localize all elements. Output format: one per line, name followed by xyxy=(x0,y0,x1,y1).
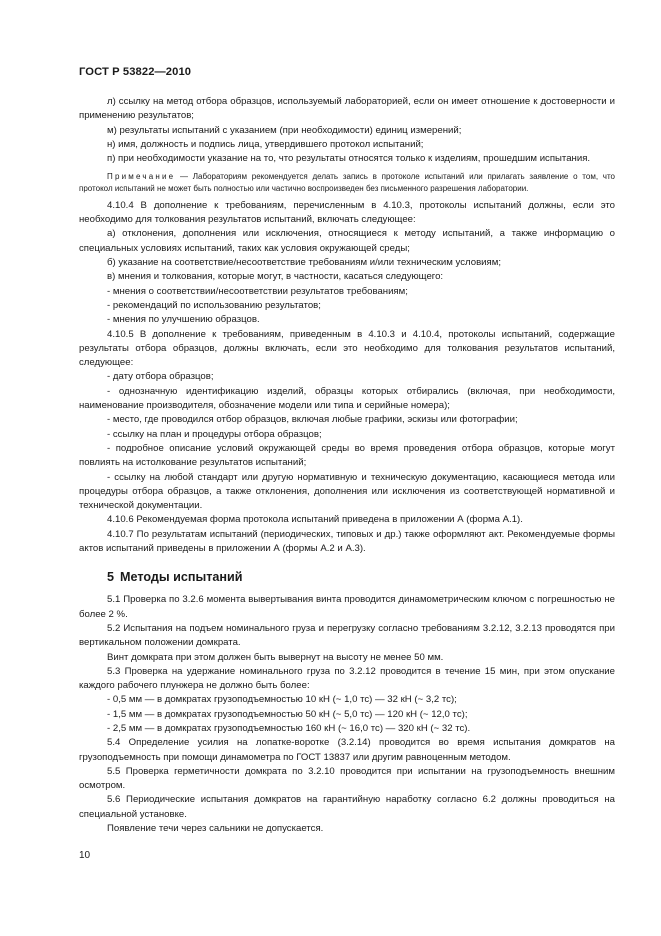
paragraph: 4.10.5 В дополнение к требованиям, приведенным в 4.10.3 и 4.10.4, протоколы испытаний, содержащие результаты отбора образцов, должны включать, если это необходимо для толкования результатов испытаний, следующее: xyxy=(79,328,615,369)
note-text: — Лабораториям рекомендуется делать запись в протоколе испытаний или прилагать заявление о том, что протокол испытаний не может быть полностью или частично воспроизведен без письменного разрешения лаборатории. xyxy=(79,172,615,193)
paragraph: п) при необходимости указание на то, что результаты относятся только к изделиям, прошедшим испытания. xyxy=(107,153,591,165)
section-number: 5 xyxy=(107,570,115,585)
paragraph: - подробное описание условий окружающей среды во время проведения отбора образцов, которые могут повлиять на истолкование результатов испытаний; xyxy=(79,442,615,469)
note-label: Примечание xyxy=(107,172,176,182)
paragraph: - место, где проводился отбор образцов, включая любые графики, эскизы или фотографии; xyxy=(107,414,518,426)
paragraph: - 2,5 мм — в домкратах грузоподъемностью 160 кН (~ 16,0 тс) — 320 кН (~ 32 тс). xyxy=(107,722,471,734)
paragraph: 4.10.6 Рекомендуемая форма протокола испытаний приведена в приложении А (форма А.1). xyxy=(107,514,523,526)
paragraph: 5.3 Проверка на удержание номинального груза по 3.2.12 проводится в течение 15 мин, при этом опускание каждого рабочего плунжера не должно быть более: xyxy=(79,665,615,692)
paragraph: 5.1 Проверка по 3.2.6 момента вывертывания винта проводится динамометрическим ключом с погрешностью не более 2 %. xyxy=(79,594,615,620)
paragraph: - однозначную идентификацию изделий, образцы которых отбирались (включая, при необходимости, наименование производителя, обозначение модели или типа и серийные номера); xyxy=(79,385,615,412)
section-heading xyxy=(107,570,615,584)
paragraph: - 1,5 мм — в домкратах грузоподъемностью 50 кН (~ 5,0 тс) — 120 кН (~ 12,0 тс); xyxy=(107,708,468,720)
paragraph: 4.10.7 По результатам испытаний (периодических, типовых и др.) также оформляют акт. Рекомендуемые формы актов испытаний приведены в приложении А (формы А.2 и А.3). xyxy=(79,528,615,555)
paragraph: - 0,5 мм — в домкратах грузоподъемностью 10 кН (~ 1,0 тс) — 32 кН (~ 3,2 тс); xyxy=(107,694,457,706)
paragraph: - рекомендаций по использованию результатов; xyxy=(107,299,321,311)
paragraph: 5.2 Испытания на подъем номинального груза и перегрузку согласно требованиям 3.2.12, 3.2.13 проводятся при вертикальном положении домкрата. xyxy=(79,622,615,649)
paragraph: - ссылку на любой стандарт или другую нормативную и техническую документацию, касающиеся метода или процедуры отбора образцов, а также отклонения, дополнения или исключения из соответствующей нормативной и технической документации. xyxy=(79,471,615,512)
paragraph: Появление течи через сальники не допускается. xyxy=(107,823,324,835)
paragraph: - мнения по улучшению образцов. xyxy=(107,314,260,326)
paragraph: а) отклонения, дополнения или исключения, относящиеся к методу испытаний, а также информацию о специальных условиях испытаний, таких как условия окружающей среды; xyxy=(79,228,615,254)
paragraph: н) имя, должность и подпись лица, утвердившего протокол испытаний; xyxy=(107,138,424,150)
paragraph: л) ссылку на метод отбора образцов, используемый лабораторией, если он имеет отношение к достоверности и применению результатов; xyxy=(79,96,615,122)
paragraph: 4.10.4 В дополнение к требованиям, перечисленным в 4.10.3, протоколы испытаний должны, если это необходимо для толкования результатов испытаний, включать следующее: xyxy=(79,199,615,226)
page-header: ГОСТ Р 53822—2010 xyxy=(79,66,192,78)
paragraph: м) результаты испытаний с указанием (при необходимости) единиц измерений; xyxy=(107,124,462,136)
paragraph: - ссылку на план и процедуры отбора образцов; xyxy=(107,428,322,440)
paragraph: 5.5 Проверка герметичности домкрата по 3.2.10 проводится при испытании на грузоподъемность внешним осмотром. xyxy=(79,765,615,792)
note xyxy=(79,171,615,193)
section-title: Методы испытаний xyxy=(120,570,243,585)
paragraph: б) указание на соответствие/несоответствие требованиям и/или техническим условиям; xyxy=(107,257,501,269)
paragraph: 5.6 Периодические испытания домкратов на гарантийную наработку согласно 6.2 должны проводиться на специальной установке. xyxy=(79,794,615,820)
paragraph: 5.4 Определение усилия на лопатке-воротке (3.2.14) проводится во время испытания домкратов на грузоподъемность при помощи динамометра по ГОСТ 13837 или другим равноценным методом. xyxy=(79,737,615,763)
paragraph: - мнения о соответствии/несоответствии результатов требованиям; xyxy=(107,285,408,297)
paragraph: Винт домкрата при этом должен быть вывернут на высоту не менее 50 мм. xyxy=(107,651,444,663)
page-number: 10 xyxy=(79,850,91,861)
paragraph: - дату отбора образцов; xyxy=(107,371,214,383)
paragraph: в) мнения и толкования, которые могут, в частности, касаться следующего: xyxy=(107,271,444,283)
page-content xyxy=(79,95,615,836)
